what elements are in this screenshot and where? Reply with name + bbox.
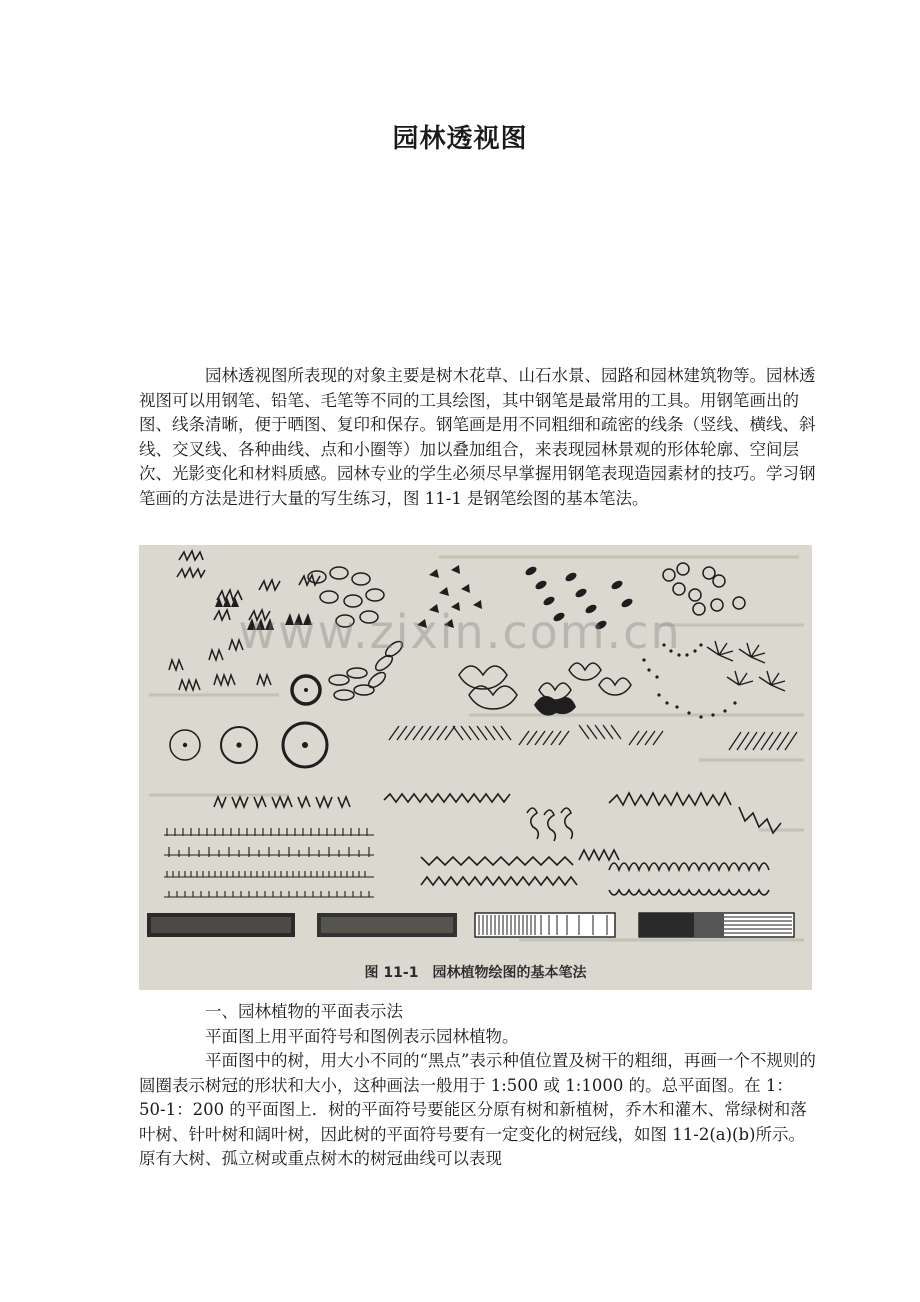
section-paragraph-1: 平面图上用平面符号和图例表示园林植物。 — [205, 1026, 519, 1046]
grass-tuft-solid — [215, 597, 239, 607]
intro-paragraph: 园林透视图所表现的对象主要是树木花草、山石水景、园路和园林建筑物等。园林透视图可以用钢笔、铅笔、毛笔等不同的工具绘图，其中钢笔是最常用的工具。用钢笔画出的图、线条清晰，便于晒图、复印和保存。钢笔画是用不同粗细和疏密的线条（竖线、横线、斜线、交叉线、各种曲线、点和小圈等）加以叠加组合，来表现园林景观的形体轮廓、空间层次、光影变化和材料质感。园林专业的学生必须尽早掌握用钢笔表现造园素材的技巧。学习钢笔画的方法是进行大量的写生练习，图 11-1 是钢笔绘图的基本笔法。 — [139, 366, 816, 508]
section-heading: 一、园林植物的平面表示法 — [205, 1002, 403, 1021]
figure-caption: 图 11-1 园林植物绘图的基本笔法 — [364, 965, 587, 981]
section-paragraph-2: 平面图中的树，用大小不同的“黑点”表示种值位置及树干的粗细，再画一个不规则的圆圈表示树冠的形状和大小，这种画法一般用于 1:500 或 1:1000 的。总平面图。在 1：50-1：200 的平面图上．树的平面符号要能区分原有树和新植树，乔木和灌木、常绿树和落叶树、针叶树和阔叶树，因此树的平面符号要有一定变化的树冠线，如图 11-2(a)(b)所示。原有大树、孤立树或重点树木的树冠曲线可以表现 — [139, 1051, 816, 1168]
section-body — [139, 1000, 819, 1172]
document-title: 园林透视图 — [392, 124, 528, 154]
figure-illustration — [139, 545, 812, 990]
figure-pen-strokes — [139, 545, 812, 990]
watermark: www.zixin.com.cn — [238, 605, 682, 659]
